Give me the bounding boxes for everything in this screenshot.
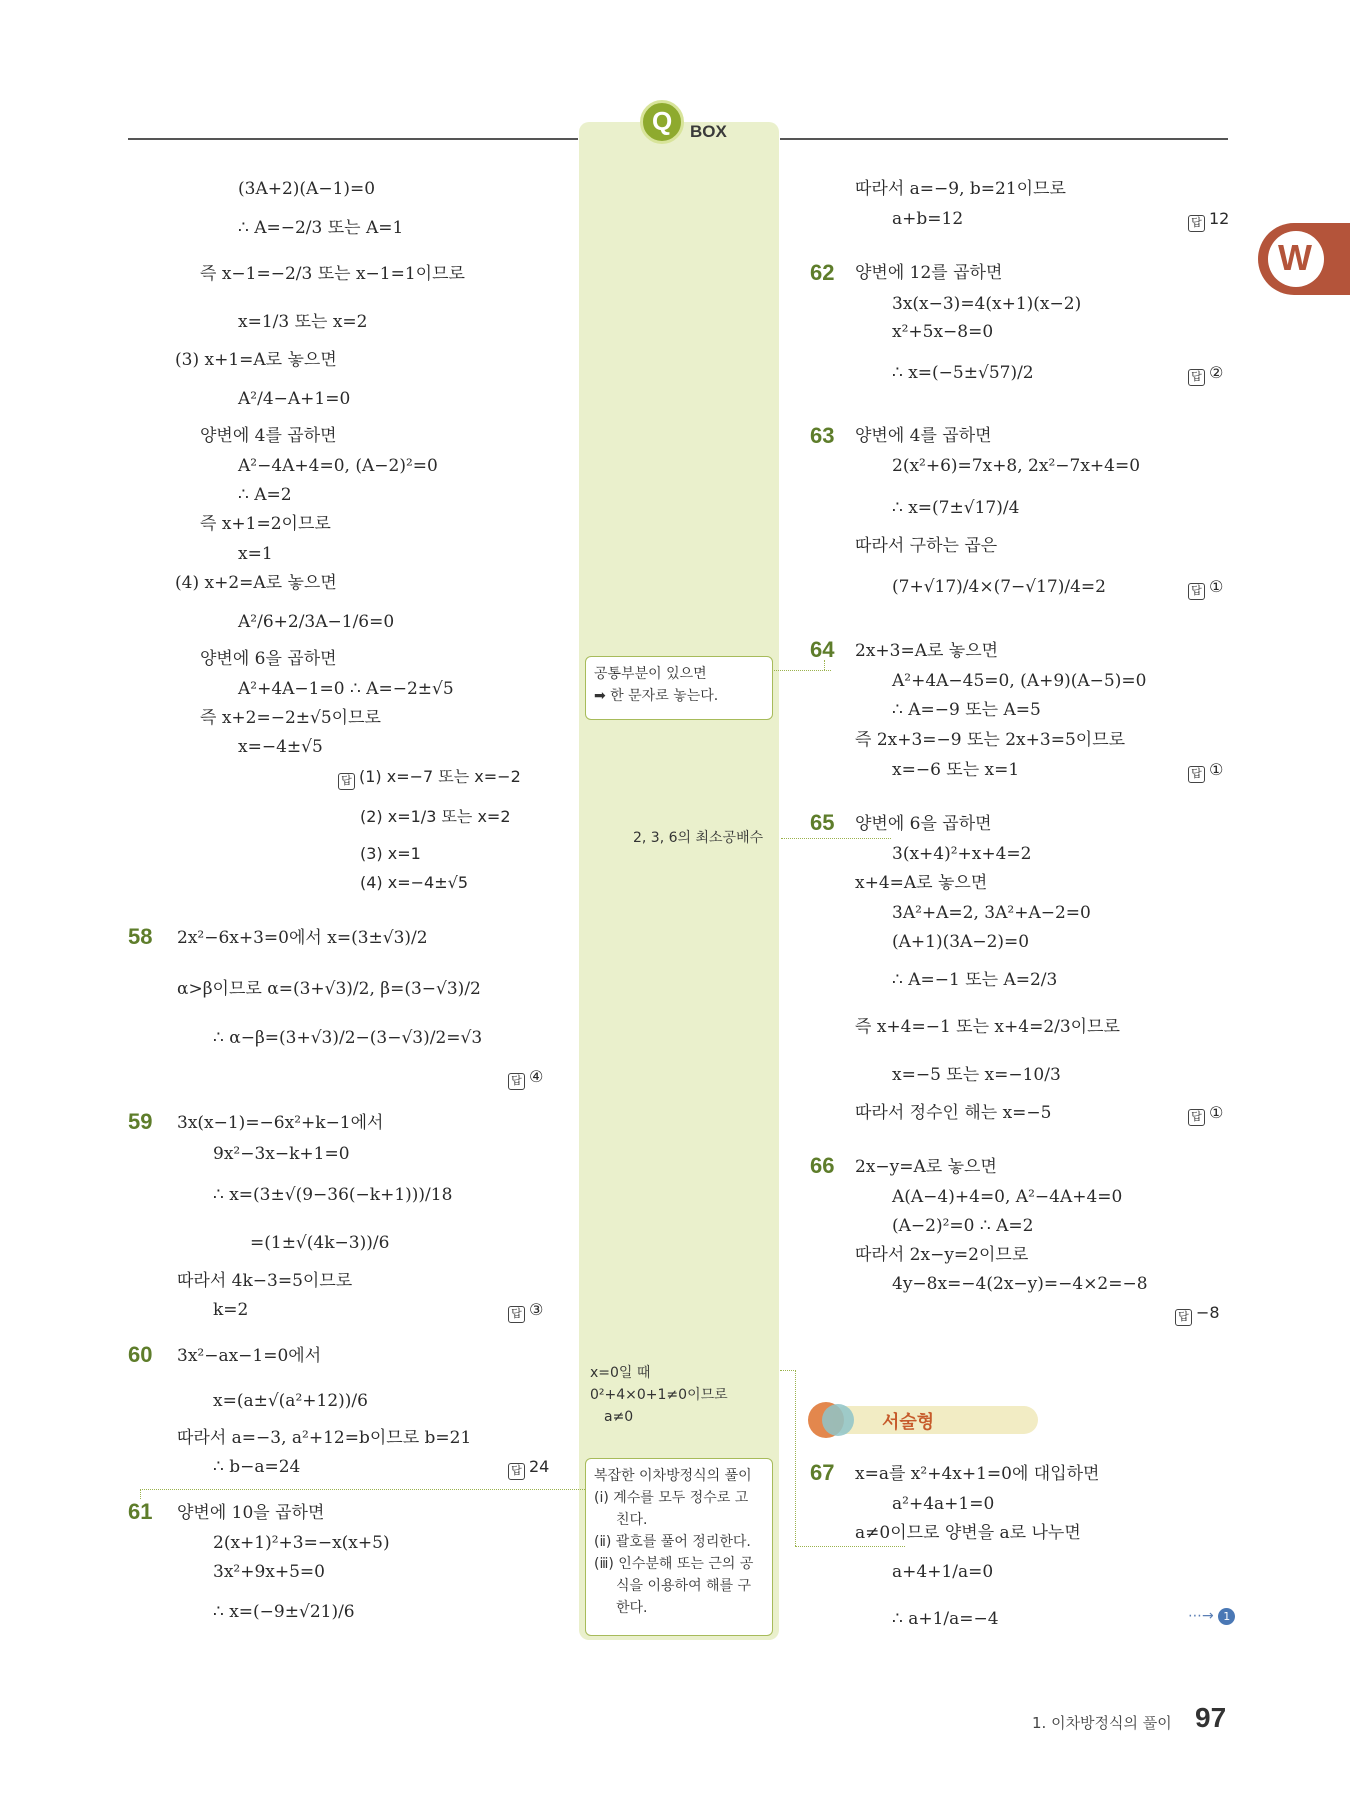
q57-answer-1-text: (1) x=−7 또는 x=−2 [359,767,521,786]
q62-line-1: 양변에 12를 곱하면 [855,263,1003,283]
qbox-note-lcm: 2, 3, 6의 최소공배수 [633,830,764,846]
q59-line-3: ∴ x=(3±√(9−36(−k+1)))/18 [213,1185,453,1205]
qbox-note-common-part [585,656,773,720]
q61-tail-line-1: 따라서 a=−9, b=21이므로 [855,179,1066,199]
q65-answer [1188,1102,1223,1126]
left-line-2: ∴ A=−2/3 또는 A=1 [238,218,404,238]
q61-line-4: ∴ x=(−9±√21)/6 [213,1602,355,1622]
q61-answer-text: 12 [1209,209,1230,228]
section-circle-icon-2 [822,1404,854,1436]
q66-number: 66 [810,1153,835,1178]
answer-mark-icon: 답 [508,1463,525,1480]
q60-line-1: 3x²−ax−1=0에서 [177,1346,322,1366]
q63-line-1: 양변에 4를 곱하면 [855,426,992,446]
q59-number: 59 [128,1109,153,1134]
q58-line-2: α>β이므로 α=(3+√3)/2, β=(3−√3)/2 [177,979,481,999]
q66-line-2: A(A−4)+4=0, A²−4A+4=0 [892,1187,1123,1207]
left-line-13: A²/6+2/3A−1/6=0 [238,612,395,632]
header-rule-left [128,138,578,140]
left-line-3: 즉 x−1=−2/3 또는 x−1=1이므로 [200,264,465,284]
q64-line-3: ∴ A=−9 또는 A=5 [892,700,1041,720]
left-line-6: A²/4−A+1=0 [238,389,351,409]
q67-line-2: a²+4a+1=0 [892,1494,995,1514]
qbox-note-complex-step-2: (ⅱ) 괄호를 풀어 정리한다. [594,1534,751,1550]
q66-line-1: 2x−y=A로 놓으면 [855,1157,997,1177]
connector-q61-v [140,1489,141,1499]
footer-chapter: 1. 이차방정식의 풀이 [1032,1714,1172,1732]
q67-line-5: ∴ a+1/a=−4 [892,1609,999,1629]
qbox-note-complex-step-3b: 식을 이용하여 해를 구 [616,1578,752,1594]
answer-mark-icon: 답 [338,773,355,790]
left-line-5: (3) x+1=A로 놓으면 [175,350,337,370]
connector-q61 [140,1489,585,1490]
q62-line-4: ∴ x=(−5±√57)/2 [892,363,1034,383]
side-tab [1258,223,1350,295]
q65-answer-text: ① [1209,1103,1224,1122]
q57-answer-2: (2) x=1/3 또는 x=2 [360,807,511,826]
connector-q67-v [795,1370,796,1546]
q59-line-2: 9x²−3x−k+1=0 [213,1144,350,1164]
left-line-11: x=1 [238,544,273,564]
q61-line-3: 3x²+9x+5=0 [213,1562,325,1582]
qbox-note-x-zero [590,1362,728,1428]
q58-line-3: ∴ α−β=(3+√3)/2−(3−√3)/2=√3 [213,1028,483,1048]
q59-line-1: 3x(x−1)=−6x²+k−1에서 [177,1113,384,1133]
q58-answer [508,1066,543,1090]
q65-line-1: 양변에 6을 곱하면 [855,814,992,834]
q64-answer-text: ① [1209,760,1224,779]
q67-step-marker [1188,1608,1235,1625]
left-line-9: ∴ A=2 [238,485,292,505]
q64-line-2: A²+4A−45=0, (A+9)(A−5)=0 [892,671,1147,691]
page-number: 97 [1195,1702,1227,1733]
left-line-16: 즉 x+2=−2±√5이므로 [200,708,381,728]
qbox-note-common-part-line-2: ➡ 한 문자로 놓는다. [594,688,719,704]
left-line-14: 양변에 6을 곱하면 [200,649,337,669]
q61-line-2: 2(x+1)²+3=−x(x+5) [213,1533,390,1553]
q61-number: 61 [128,1499,153,1524]
qbox-note-complex-step-3c: 한다. [616,1600,648,1616]
q59-line-6: k=2 [213,1300,249,1320]
q66-line-5: 4y−8x=−4(2x−y)=−4×2=−8 [892,1274,1148,1294]
left-line-8: A²−4A+4=0, (A−2)²=0 [238,456,438,476]
q65-line-3: x+4=A로 놓으면 [855,873,988,893]
answer-mark-icon: 답 [508,1306,525,1323]
q62-answer [1188,362,1223,386]
q63-answer [1188,576,1223,600]
q61-tail-line-2: a+b=12 [892,209,964,229]
q61-line-1: 양변에 10을 곱하면 [177,1503,325,1523]
connector-q67 [780,1370,796,1371]
q63-line-2: 2(x²+6)=7x+8, 2x²−7x+4=0 [892,456,1141,476]
q66-line-3: (A−2)²=0 ∴ A=2 [892,1216,1034,1236]
side-tab-letter: W [1278,237,1312,278]
q66-line-4: 따라서 2x−y=2이므로 [855,1245,1029,1265]
qbox-note-complex-equation [585,1458,773,1636]
q62-number: 62 [810,260,835,285]
qbox-note-complex-step-3: (ⅲ) 인수분해 또는 근의 공 [594,1556,754,1572]
q65-line-5: (A+1)(3A−2)=0 [892,932,1030,952]
header-rule-right [780,138,1228,140]
q65-line-6: ∴ A=−1 또는 A=2/3 [892,970,1058,990]
answer-mark-icon: 답 [508,1073,525,1090]
q64-number: 64 [810,637,835,662]
qbox-logo-letter: Q [652,106,673,136]
answer-mark-icon: 답 [1175,1309,1192,1326]
q59-answer [508,1299,543,1323]
qbox-note-common-part-line-1: 공통부분이 있으면 [594,666,707,682]
answer-mark-icon: 답 [1188,583,1205,600]
dotted-arrow-icon: ⋯→ [1188,1608,1214,1624]
q64-line-5: x=−6 또는 x=1 [892,760,1020,780]
q58-number: 58 [128,924,153,949]
connector-q65 [781,838,891,839]
answer-mark-icon: 답 [1188,766,1205,783]
section-header [808,1402,1038,1438]
q59-line-5: 따라서 4k−3=5이므로 [177,1271,353,1291]
section-title: 서술형 [882,1412,935,1433]
q66-answer [1175,1302,1220,1326]
left-line-17: x=−4±√5 [238,737,323,757]
q64-line-4: 즉 2x+3=−9 또는 2x+3=5이므로 [855,730,1126,750]
q65-line-9: 따라서 정수인 해는 x=−5 [855,1103,1052,1123]
step-badge: 1 [1218,1608,1235,1625]
q59-line-4: =(1±√(4k−3))/6 [250,1233,390,1253]
q65-number: 65 [810,810,835,835]
left-line-15: A²+4A−1=0 ∴ A=−2±√5 [238,679,454,699]
answer-mark-icon: 답 [1188,215,1205,232]
q64-answer [1188,759,1223,783]
q58-line-1: 2x²−6x+3=0에서 x=(3±√3)/2 [177,928,428,948]
q59-answer-text: ③ [529,1300,544,1319]
q60-line-2: x=(a±√(a²+12))/6 [213,1391,368,1411]
qbox-logo-text: BOX [690,122,727,141]
q62-line-2: 3x(x−3)=4(x+1)(x−2) [892,294,1082,314]
q63-line-4: 따라서 구하는 곱은 [855,536,998,556]
q60-line-4: ∴ b−a=24 [213,1457,301,1477]
q60-number: 60 [128,1342,153,1367]
connector-q67-h2 [795,1546,905,1547]
q57-answer-4: (4) x=−4±√5 [360,873,468,892]
qbox-logo [640,100,740,146]
q67-line-4: a+4+1/a=0 [892,1562,994,1582]
q62-answer-text: ② [1209,363,1224,382]
q63-number: 63 [810,423,835,448]
q57-answer-3: (3) x=1 [360,844,421,863]
left-line-10: 즉 x+1=2이므로 [200,514,331,534]
q67-line-1: x=a를 x²+4x+1=0에 대입하면 [855,1464,1100,1484]
q64-line-1: 2x+3=A로 놓으면 [855,641,999,661]
q65-line-2: 3(x+4)²+x+4=2 [892,844,1032,864]
section-bar [832,1406,1038,1434]
q62-line-3: x²+5x−8=0 [892,322,994,342]
q67-line-3: a≠0이므로 양변을 a로 나누면 [855,1523,1081,1543]
q67-number: 67 [810,1460,835,1485]
q57-answer-1 [338,766,521,790]
q65-line-7: 즉 x+4=−1 또는 x+4=2/3이므로 [855,1017,1120,1037]
q63-line-5: (7+√17)/4×(7−√17)/4=2 [892,577,1106,597]
q65-line-8: x=−5 또는 x=−10/3 [892,1065,1061,1085]
answer-mark-icon: 답 [1188,369,1205,386]
q60-answer-text: 24 [529,1457,550,1476]
left-line-12: (4) x+2=A로 놓으면 [175,573,337,593]
q65-line-4: 3A²+A=2, 3A²+A−2=0 [892,903,1091,923]
left-line-1: (3A+2)(A−1)=0 [238,179,376,199]
qbox-note-complex-step-1: (ⅰ) 계수를 모두 정수로 고 [594,1490,749,1506]
q63-line-3: ∴ x=(7±√17)/4 [892,498,1020,518]
qbox-note-complex-step-1b: 친다. [616,1512,648,1528]
qbox-note-x-zero-line-2: 0²+4×0+1≠0이므로 [590,1387,728,1403]
q60-answer [508,1456,549,1480]
q63-answer-text: ① [1209,577,1224,596]
connector-q64 [771,670,831,671]
q61-answer [1188,208,1229,232]
q60-line-3: 따라서 a=−3, a²+12=b이므로 b=21 [177,1428,472,1448]
q66-answer-text: −8 [1196,1303,1220,1322]
qbox-note-complex-title: 복잡한 이차방정식의 풀이 [594,1468,752,1484]
q58-answer-text: ④ [529,1067,544,1086]
left-line-4: x=1/3 또는 x=2 [238,312,368,332]
answer-mark-icon: 답 [1188,1109,1205,1126]
left-line-7: 양변에 4를 곱하면 [200,426,337,446]
qbox-note-x-zero-line-3: a≠0 [604,1409,634,1425]
qbox-note-x-zero-line-1: x=0일 때 [590,1365,651,1381]
